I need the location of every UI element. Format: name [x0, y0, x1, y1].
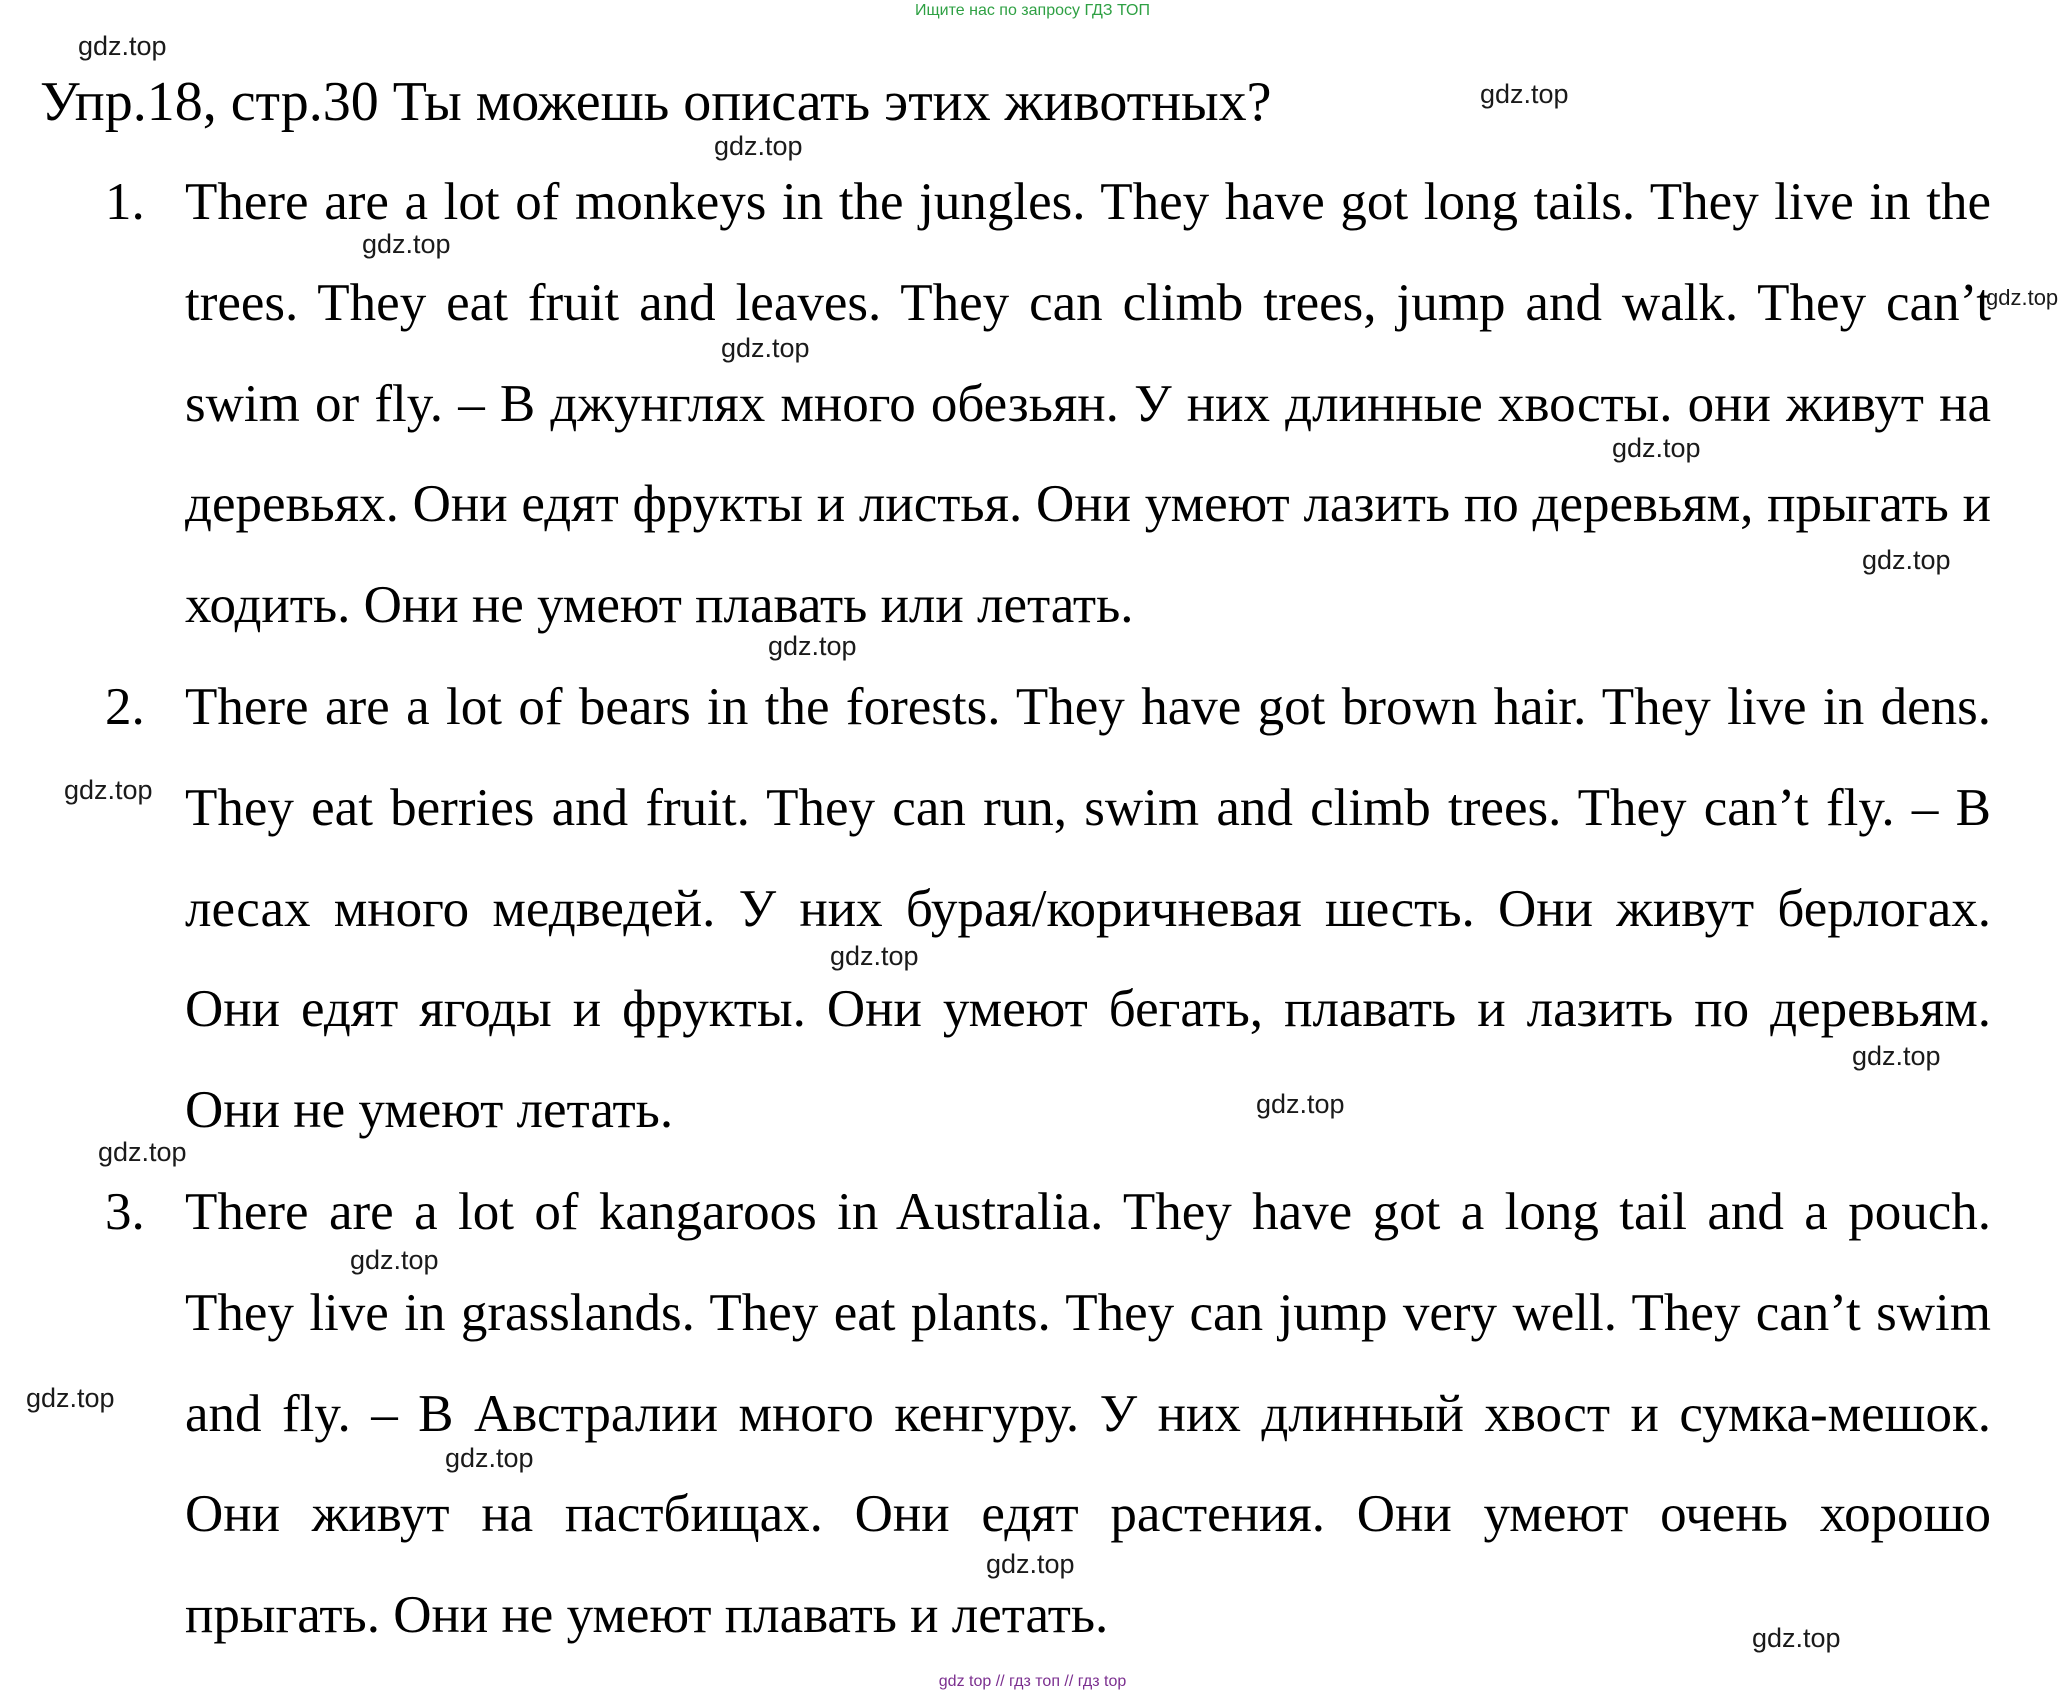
list-item — [105, 152, 1991, 656]
watermark: gdz.top — [721, 333, 810, 363]
watermark: gdz.top — [26, 1383, 115, 1413]
list-item-text: There are a lot of bears in the forests. They have got brown hair. They live in dens. They eat berries and fruit. They can run, swim and climb trees. They can’t fly. – В лесах много медведей. У них бурая/коричневая шесть. Они живут берлогах. Они едят ягоды и фрукты. Они умеют бегать, плавать и лазить по деревьям. Они не умеют летать. — [185, 678, 1991, 1140]
watermark: gdz.top — [64, 775, 153, 805]
list-item — [105, 1162, 1991, 1666]
list-item-number: 1. — [105, 173, 145, 231]
list-item-number: 3. — [105, 1183, 145, 1241]
watermark: gdz.top — [98, 1137, 187, 1167]
watermark: gdz.top — [768, 631, 857, 661]
list-item-number: 2. — [105, 678, 145, 736]
watermark: gdz.top — [714, 131, 803, 161]
page-title: Упр.18, стр.30 Ты можешь описать этих животных? — [40, 71, 1272, 133]
watermark: gdz.top — [830, 941, 919, 971]
header-ad-link[interactable]: Ищите нас по запросу ГДЗ ТОП — [915, 2, 1150, 19]
footer-links[interactable]: gdz top // гдз топ // гдз top — [938, 1673, 1127, 1690]
watermark: gdz.top — [445, 1443, 534, 1473]
watermark: gdz.top — [1256, 1089, 1345, 1119]
watermark: gdz.top — [1852, 1041, 1941, 1071]
watermark: gdz.top — [1862, 545, 1951, 575]
watermark: gdz.top — [1986, 285, 2059, 310]
watermark: gdz.top — [78, 31, 167, 61]
watermark: gdz.top — [986, 1549, 1075, 1579]
watermark: gdz.top — [1612, 433, 1701, 463]
list-item-text: There are a lot of monkeys in the jungles. They have got long tails. They live in the trees. They eat fruit and leaves. They can climb trees, jump and walk. They can’t swim or fly. – В джунглях много обезьян. У них длинные хвосты. они живут на деревьях. Они едят фрукты и листья. Они умеют лазить по деревьям, прыгать и ходить. Они не умеют плавать или летать. — [185, 173, 1991, 635]
watermark: gdz.top — [1480, 79, 1569, 109]
watermark: gdz.top — [362, 229, 451, 259]
list-item-text: There are a lot of kangaroos in Australia. They have got a long tail and a pouch. They live in grasslands. They eat plants. They can jump very well. They can’t swim and fly. – В Австралии много кенгуру. У них длинный хвост и сумка-мешок. Они живут на пастбищах. Они едят растения. Они умеют очень хорошо прыгать. Они не умеют плавать и летать. — [185, 1183, 1991, 1645]
watermark: gdz.top — [1752, 1623, 1841, 1653]
watermark: gdz.top — [350, 1245, 439, 1275]
